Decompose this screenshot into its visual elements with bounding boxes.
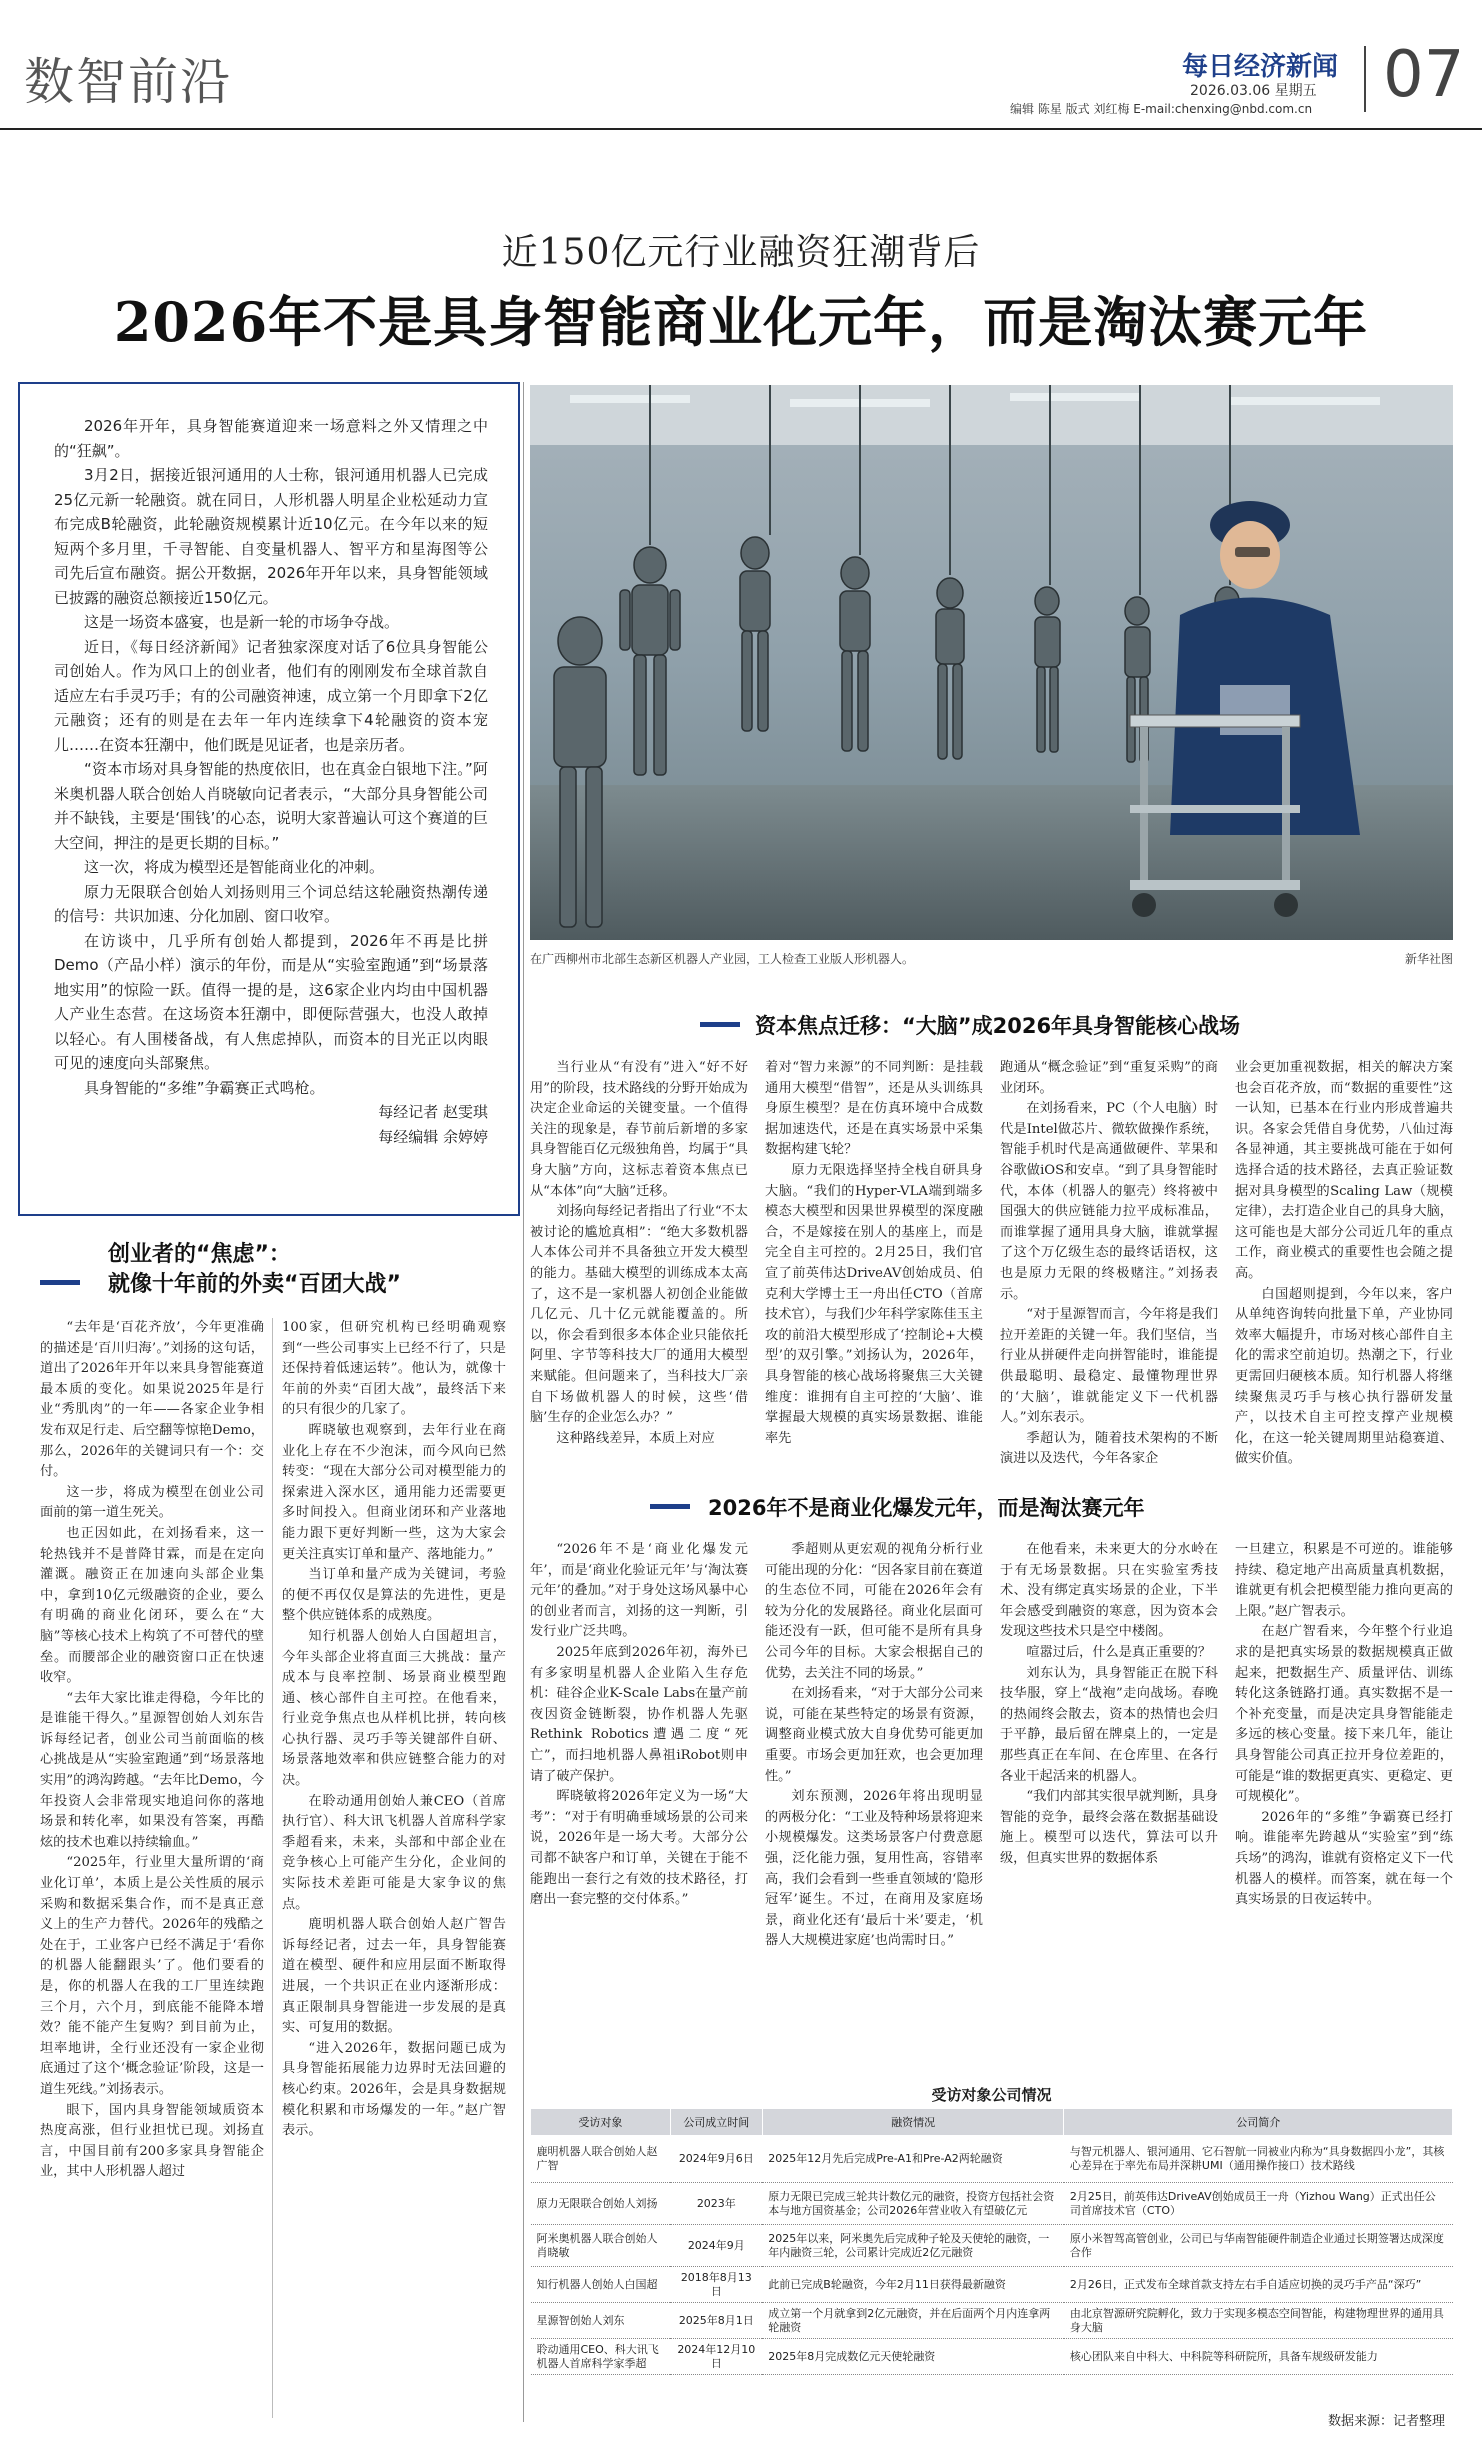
section-bar-left	[40, 1280, 80, 1285]
founders-column-2	[282, 1318, 506, 2428]
table-header: 公司简介	[1064, 2109, 1453, 2136]
body-paragraph: 也正因如此，在刘扬看来，这一轮热钱并不是普降甘霖，而是在定向灌溉。融资正在加速向头部企业集中，拿到10亿元级融资的企业，要么有明确的商业化闭环，要么在“大脑”等核心技术上构筑了不可替代的壁垒。而腰部企业的融资窗口正在快速收窄。	[40, 1525, 264, 1686]
robot-factory-image	[530, 385, 1453, 940]
lead-box	[18, 382, 520, 1216]
reporter-line: 每经记者 赵雯琪	[378, 1103, 488, 1121]
company-table-wrap	[530, 2108, 1453, 2375]
table-cell-date: 2018年8月13日	[670, 2267, 762, 2303]
data-source: 数据来源：记者整理	[1328, 2414, 1446, 2429]
lead-paragraph: “资本市场对具身智能的热度依旧，也在真金白银地下注。”阿米奥机器人联合创始人肖晓敏向记者表示，“大部分具身智能公司并不缺钱，主要是‘围钱’的心态，说明大家普遍认可这个赛道的巨大空间，押注的是更长期的目标。”	[54, 760, 488, 852]
company-table	[530, 2108, 1453, 2375]
brain-column-2	[765, 1058, 983, 1473]
table-row	[531, 2267, 1453, 2303]
table-cell-date: 2023年	[670, 2183, 762, 2225]
body-paragraph: “进入2026年，数据问题已成为具身智能拓展能力边界时无法回避的核心约束。2026年，会是具身数据规模化积累和市场爆发的一年。”赵广智表示。	[282, 2040, 506, 2139]
table-cell-intro: 原小米智驾高管创业，公司已与华南智能硬件制造企业通过长期签署达成深度合作	[1064, 2225, 1453, 2267]
body-paragraph: 晖晓敏将2026年定义为一场“大考”：“对于有明确垂域场景的公司来说，2026年是一场大考。大部分公司都不缺客户和订单，关键在于能不能跑出一套行之有效的技术路径，打磨出一套完整的交付体系。”	[530, 1789, 748, 1908]
body-paragraph: 100家，但研究机构已经明确观察到“一些公司事实上已经不行了，只是还保持着低速运转”。他认为，就像十年前的外卖“百团大战”，最终活下来的只有很少的几家了。	[282, 1320, 506, 1418]
table-cell-date: 2025年8月1日	[670, 2303, 762, 2339]
table-row	[531, 2225, 1453, 2267]
lead-paragraph: 3月2日，据接近银河通用的人士称，银河通用机器人已完成25亿元新一轮融资。就在同日，人形机器人明星企业松延动力宣布完成B轮融资，此轮融资规模累计近10亿元。在今年以来的短短两个多月里，千寻智能、自变量机器人、智平方和星海图等公司先后宣布融资。据公开数据，2026年开年以来，具身智能领域已披露的融资总额接近150亿元。	[54, 466, 488, 607]
date-line: 2026.03.06 星期五	[1190, 83, 1317, 99]
lead-paragraph: 在访谈中，几乎所有创始人都提到，2026年不再是比拼Demo（产品小样）演示的年份，而是从“实验室跑通”到“场景落地实用”的惊险一跃。值得一提的是，这6家企业内均由中国机器人产业生态营。在这场资本狂潮中，即便际营强大，也没人敢掉以轻心。有人围楼备战，有人焦虑掉队，而资本的目光正以肉眼可见的速度向头部聚焦。	[54, 931, 488, 1072]
table-cell-intro: 与智元机器人、银河通用、它石智航一同被业内称为“具身数据四小龙”，其核心差异在于率先布局并深耕UMI（通用操作接口）技术路线	[1064, 2136, 1453, 2183]
elimination-column-3	[1000, 1540, 1218, 2070]
table-row	[531, 2303, 1453, 2339]
body-paragraph: 在聆动通用创始人兼CEO（首席执行官）、科大讯飞机器人首席科学家季超看来，未来，头部和中部企业在竞争核心上可能产生分化，企业间的实际技术差距可能是大家争议的焦点。	[282, 1793, 506, 1912]
main-headline: 2026年不是具身智能商业化元年，而是淘汰赛元年	[113, 290, 1369, 354]
body-paragraph: “去年大家比谁走得稳，今年比的是谁能干得久。”星源智创始人刘东告诉每经记者，创业公司当前面临的核心挑战是从“实验室跑通”到“场景落地实用”的鸿沟跨越。“去年比Demo，今年投资人会非常现实地追问你的落地场景和转化率，如果没有答案，再酷炫的技术也难以持续输血。”	[40, 1690, 264, 1850]
table-cell-date: 2024年9月	[670, 2225, 762, 2267]
founders-title-line1: 创业者的“焦虑”：	[108, 1242, 291, 1267]
body-paragraph: 喧嚣过后，什么是真正重要的？	[1026, 1644, 1212, 1660]
body-paragraph: 这一步，将成为模型在创业公司面前的第一道生死关。	[40, 1484, 264, 1521]
body-paragraph: 2025年底到2026年初，海外已有多家明星机器人企业陷入生存危机：硅谷企业K-Scale Labs在量产前夜因资金链断裂，协作机器人先驱Rethink Robotics遭遇二度“死亡”，而扫地机器人鼻祖iRobot则申请了破产保护。	[530, 1644, 748, 1784]
column-divider	[272, 1318, 273, 2418]
body-paragraph: “2025年，行业里大量所谓的‘商业化订单’，本质上是公关性质的展示采购和数据采集合作，而不是真正意义上的生产力替代。2026年的残酷之处在于，工业客户已经不满足于‘看你的机器人能翻跟头’了。他们要看的是，你的机器人在我的工厂里连续跑三个月，六个月，到底能不能降本增效？能不能产生复购？到目前为止，坦率地讲，全行业还没有一家企业彻底通过了这个‘概念验证’阶段，这是一道生死线。”刘扬表示。	[40, 1855, 264, 2097]
editors-line: 编辑 陈星 版式 刘红梅 E-mail:chenxing@nbd.com.cn	[1010, 102, 1313, 116]
founders-section-header	[40, 1240, 520, 1300]
body-paragraph: 在他看来，未来更大的分水岭在于有无场景数据。只在实验室秀技术、没有绑定真实场景的企业，下半年会感受到融资的寒意，因为资本会发现这些技术只是空中楼阁。	[1000, 1542, 1218, 1640]
table-cell-funding: 2025年以来，阿米奥先后完成种子轮及天使轮的融资，一年内融资三轮，公司累计完成近2亿元融资	[762, 2225, 1064, 2267]
body-paragraph: “我们内部其实很早就判断，具身智能的竞争，最终会落在数据基础设施上。模型可以迭代，算法可以升级，但真实世界的数据体系	[1000, 1789, 1218, 1866]
top-rule	[0, 128, 1482, 130]
section-title: 数智前沿	[24, 53, 232, 111]
lead-paragraph: 这一次，将成为模型还是智能商业化的冲刺。	[84, 858, 385, 876]
brain-section-title: 资本焦点迁移：“大脑”成2026年具身智能核心战场	[755, 1014, 1241, 1038]
body-paragraph: 在刘扬看来，PC（个人电脑）时代是Intel做芯片、微软做操作系统，智能手机时代是高通做硬件、苹果和谷歌做iOS和安卓。“到了具身智能时代，本体（机器人的躯壳）终将被中国强大的供应链能力拉平成标准品，而谁掌握了通用具身大脑，谁就掌握了这个万亿级生态的最终话语权，这也是原力无限的终极赌注。”刘扬表示。	[1000, 1101, 1218, 1302]
table-cell-intro: 核心团队来自中科大、中科院等科研院所，具备车规级研发能力	[1064, 2339, 1453, 2375]
body-paragraph: 着对“智力来源”的不同判断：是挂载通用大模型“借智”，还是从头训练具身原生模型？是在仿真环境中合成数据加速迭代，还是在真实场景中采集数据构建飞轮？	[765, 1060, 983, 1158]
elimination-column-1	[530, 1540, 748, 2070]
body-paragraph: 刘东认为，具身智能正在脱下科技华服，穿上“战袍”走向战场。春晚的热闹终会散去，资本的热情也会归于平静，最后留在牌桌上的，一定是那些真正在车间、在仓库里、在各行各业干起活来的机器人。	[1000, 1665, 1218, 1784]
body-paragraph: 季超认为，随着技术架构的不断演进以及迭代，今年各家企	[1000, 1430, 1218, 1467]
table-header: 受访对象	[531, 2109, 671, 2136]
table-row	[531, 2339, 1453, 2375]
masthead-divider	[1364, 46, 1366, 112]
elimination-column-4	[1235, 1540, 1453, 2070]
vertical-page-divider	[523, 382, 524, 2422]
table-cell-person: 原力无限联合创始人刘扬	[531, 2183, 671, 2225]
brain-column-3	[1000, 1058, 1218, 1473]
table-cell-person: 星源智创始人刘东	[531, 2303, 671, 2339]
body-paragraph: 当行业从“有没有”进入“好不好用”的阶段，技术路线的分野开始成为决定企业命运的关键变量。一个值得关注的现象是，春节前后新增的多家具身智能百亿元级独角兽，均属于“具身大脑”方向，这标志着资本焦点已从“本体”向“大脑”迁移。	[530, 1060, 748, 1199]
body-paragraph: 知行机器人创始人白国超坦言，今年头部企业将直面三大挑战：量产成本与良率控制、场景商业模型跑通、核心部件自主可控。在他看来，行业竞争焦点也从样机比拼，转向核心执行器、灵巧手等关键部件自研、场景落地效率和供应链整合能力的对决。	[282, 1628, 506, 1789]
photo-credit: 新华社图	[1404, 952, 1453, 966]
lead-paragraph: 具身智能的“多维”争霸赛正式鸣枪。	[84, 1078, 325, 1097]
table-cell-intro: 由北京智源研究院孵化，致力于实现多模态空间智能，构建物理世界的通用具身大脑	[1064, 2303, 1453, 2339]
table-cell-person: 聆动通用CEO、科大讯飞机器人首席科学家季超	[531, 2339, 671, 2375]
body-paragraph: 季超则从更宏观的视角分析行业可能出现的分化：“因各家目前在赛道的生态位不同，可能在2026年会有较为分化的发展路径。商业化层面可能还没有一跃，但可能不是所有具身公司今年的目标。大家会根据自己的优势，去关注不同的场景。”	[765, 1542, 983, 1681]
founders-column-1	[40, 1318, 264, 2428]
table-cell-intro: 2月26日，正式发布全球首款支持左右手自适应切换的灵巧手产品“深巧”	[1064, 2267, 1453, 2303]
body-paragraph: 2026年的“多维”争霸赛已经打响。谁能率先跨越从“实验室”到“练兵场”的鸿沟，谁就有资格定义下一代机器人的模样。而答案，就在每一个真实场景的日夜运转中。	[1235, 1809, 1453, 1908]
body-paragraph: 晖晓敏也观察到，去年行业在商业化上存在不少泡沫，而今风向已然转变：“现在大部分公司对模型能力的探索进入深水区，通用能力还需要更多时间投入。但商业闭环和产业落地能力跟下更好判断一些，这为大家会更关注真实订单和量产、落地能力。”	[282, 1422, 506, 1562]
table-cell-funding: 原力无限已完成三轮共计数亿元的融资，投资方包括社会资本与地方国资基金；公司2026年营业收入有望破亿元	[762, 2183, 1064, 2225]
elimination-section-header	[530, 1492, 1453, 1522]
body-paragraph: 鹿明机器人联合创始人赵广智告诉每经记者，过去一年，具身智能赛道在模型、硬件和应用层面不断取得进展，一个共识正在业内逐渐形成：真正限制具身智能进一步发展的是真实、可复用的数据。	[282, 1917, 506, 2036]
brain-column-4	[1235, 1058, 1453, 1473]
table-cell-person: 鹿明机器人联合创始人赵广智	[531, 2136, 671, 2183]
section-bar-brain	[700, 1022, 740, 1027]
body-paragraph: “对于星源智而言，今年将是我们拉开差距的关键一年。我们坚信，当行业从拼硬件走向拼智能时，谁能提供最聪明、最稳定、最懂物理世界的‘大脑’，谁就能定义下一代机器人。”刘东表示。	[1000, 1307, 1218, 1426]
paper-name: 每日经济新闻	[1182, 52, 1339, 82]
table-header-row	[531, 2109, 1453, 2136]
lead-paragraph: 2026年开年，具身智能赛道迎来一场意料之外又情理之中的“狂飙”。	[54, 417, 488, 460]
photo-caption	[530, 950, 1453, 967]
lead-paragraph: 原力无限联合创始人刘扬则用三个词总结这轮融资热潮传递的信号：共识加速、分化加剧、窗口收窄。	[54, 882, 488, 925]
lead-paragraph: 这是一场资本盛宴，也是新一轮的市场争夺战。	[84, 613, 400, 631]
body-paragraph: 在刘扬看来，“对于大部分公司来说，可能在某些特定的场景有资源，调整商业模式放大自身优势可能更加重要。市场会更加狂欢，也会更加理性。”	[765, 1686, 983, 1784]
caption-text: 在广西柳州市北部生态新区机器人产业园，工人检查工业版人形机器人。	[530, 952, 915, 966]
editor-line: 每经编辑 余婷婷	[378, 1127, 488, 1146]
table-cell-date: 2024年9月6日	[670, 2136, 762, 2183]
table-cell-person: 阿米奥机器人联合创始人肖晓敏	[531, 2225, 671, 2267]
elimination-section-title: 2026年不是商业化爆发元年，而是淘汰赛元年	[708, 1496, 1145, 1520]
table-title: 受访对象公司情况	[931, 2086, 1052, 2104]
table-cell-funding: 此前已完成B轮融资，今年2月11日获得最新融资	[762, 2267, 1064, 2303]
table-row	[531, 2183, 1453, 2225]
sub-headline: 近150亿元行业融资狂潮背后	[501, 232, 981, 273]
lead-paragraph: 近日，《每日经济新闻》记者独家深度对话了6位具身智能公司创始人。作为风口上的创业者，他们有的刚刚发布全球首款自适应左右手灵巧手；有的公司融资神速，成立第一个月即拿下2亿元融资；还有的则是在去年一年内连续拿下4轮融资的资本宠儿……在资本狂潮中，他们既是见证者，也是亲历者。	[54, 637, 488, 754]
body-paragraph: “2026年不是‘商业化爆发元年’，而是‘商业化验证元年’与‘淘汰赛元年’的叠加。”对于身处这场风暴中心的创业者而言，刘扬的这一判断，引发行业广泛共鸣。	[530, 1542, 748, 1640]
table-cell-funding: 2025年12月先后完成Pre-A1和Pre-A2两轮融资	[762, 2136, 1064, 2183]
brain-column-1	[530, 1058, 748, 1473]
founders-title-line2: 就像十年前的外卖“百团大战”	[108, 1272, 401, 1297]
table-cell-intro: 2月25日，前英伟达DriveAV创始成员王一舟（Yizhou Wang）正式出任公司首席技术官（CTO）	[1064, 2183, 1453, 2225]
body-paragraph: 白国超则提到，今年以来，客户从单纯咨询转向批量下单，产业协同效率大幅提升，市场对核心部件自主化的需求空前迫切。热潮之下，行业更需回归硬核本质。知行机器人将继续聚焦灵巧手与核心执行器研发量产，以技术自主可控支撑产业规模化，在这一轮关键周期里站稳赛道、做实价值。	[1235, 1286, 1453, 1467]
body-paragraph: 刘东预测，2026年将出现明显的两极分化：“工业及特种场景将迎来小规模爆发。这类场景客户付费意愿强，泛化能力强，复用性高，容错率高，我们会看到一些垂直领域的‘隐形冠军’诞生。不过，在商用及家庭场景，商业化还有‘最后十米’要走，‘机器人大规模进家庭’也尚需时日。”	[765, 1789, 983, 1949]
elimination-column-2	[765, 1540, 983, 2070]
table-cell-person: 知行机器人创始人白国超	[531, 2267, 671, 2303]
table-row	[531, 2136, 1453, 2183]
section-bar-elimination	[650, 1504, 690, 1509]
factory-photo	[530, 385, 1453, 940]
body-paragraph: 业会更加重视数据，相关的解决方案也会百花齐放，而“数据的重要性”这一认知，已基本在行业内形成普遍共识。各家会凭借自身优势，八仙过海各显神通，其主要挑战可能在于如何选择合适的技术路径，去真正验证数据对具身模型的Scaling Law（规模定律），去打造企业自己的具身大脑，这可能也是大部分公司近几年的重点工作，商业模式的重要性也会随之提高。	[1235, 1060, 1453, 1281]
table-cell-funding: 2025年8月完成数亿元天使轮融资	[762, 2339, 1064, 2375]
table-cell-funding: 成立第一个月就拿到2亿元融资，并在后面两个月内连拿两轮融资	[762, 2303, 1064, 2339]
body-paragraph: 一旦建立，积累是不可逆的。谁能够持续、稳定地产出高质量真机数据，谁就更有机会把模型能力推向更高的上限。”赵广智表示。	[1235, 1542, 1453, 1619]
body-paragraph: 眼下，国内具身智能领域质资本热度高涨，但行业担忧已现。刘扬直言，中国目前有200多家具身智能企业，其中人形机器人超过	[40, 2102, 264, 2180]
body-paragraph: 刘扬向每经记者指出了行业“不太被讨论的尴尬真相”：“绝大多数机器人本体公司并不具备独立开发大模型的能力。基础大模型的训练成本太高了，这不是一家机器人初创企业能做几亿元、几十亿元就能覆盖的。所以，你会看到很多本体企业只能依托阿里、字节等科技大厂的通用大模型来赋能。但问题来了，当科技大厂亲自下场做机器人的时候，这些‘借脑’生存的企业怎么办？”	[530, 1204, 748, 1426]
page-number: 07	[1383, 38, 1465, 112]
body-paragraph: 在赵广智看来，今年整个行业追求的是把真实场景的数据规模真正做起来，把数据生产、质量评估、训练转化这条链路打通。真实数据不是一个补充变量，而是决定具身智能能走多远的核心变量。接下来几年，能让具身智能公司真正拉开身位差距的，可能是“谁的数据更真实、更稳定、更可规模化”。	[1235, 1624, 1453, 1805]
body-paragraph: 跑通从“概念验证”到“重复采购”的商业闭环。	[1000, 1060, 1218, 1096]
body-paragraph: “去年是‘百花齐放’，今年更准确的描述是‘百川归海’。”刘扬的这句话，道出了2026年开年以来具身智能赛道最本质的变化。如果说2025年是行业“秀肌肉”的一年——各家企业争相发布双足行走、后空翻等惊艳Demo，那么，2026年的关键词只有一个：交付。	[40, 1320, 264, 1480]
table-cell-date: 2024年12月10日	[670, 2339, 762, 2375]
body-paragraph: 当订单和量产成为关键词，考验的便不再仅仅是算法的先进性，更是整个供应链体系的成熟度。	[282, 1567, 506, 1624]
table-header: 公司成立时间	[670, 2109, 762, 2136]
body-paragraph: 这种路线差异，本质上对应	[556, 1430, 715, 1446]
body-paragraph: 原力无限选择坚持全栈自研具身大脑。“我们的Hyper-VLA端到端多模态大模型和因果世界模型的深度融合，不是嫁接在别人的基座上，而是完全自主可控的。2月25日，我们官宣了前英伟达DriveAV创始成员、伯克利大学博士王一舟出任CTO（首席技术官），与我们少年科学家陈佳玉主攻的前沿大模型形成了‘控制论+大模型’的双引擎。”刘扬认为，2026年，具身智能的核心战场将聚焦三大关键维度：谁拥有自主可控的‘大脑’、谁掌握最大规模的真实场景数据、谁能率先	[765, 1162, 983, 1446]
table-header: 融资情况	[762, 2109, 1064, 2136]
brain-section-header	[530, 1010, 1453, 1040]
